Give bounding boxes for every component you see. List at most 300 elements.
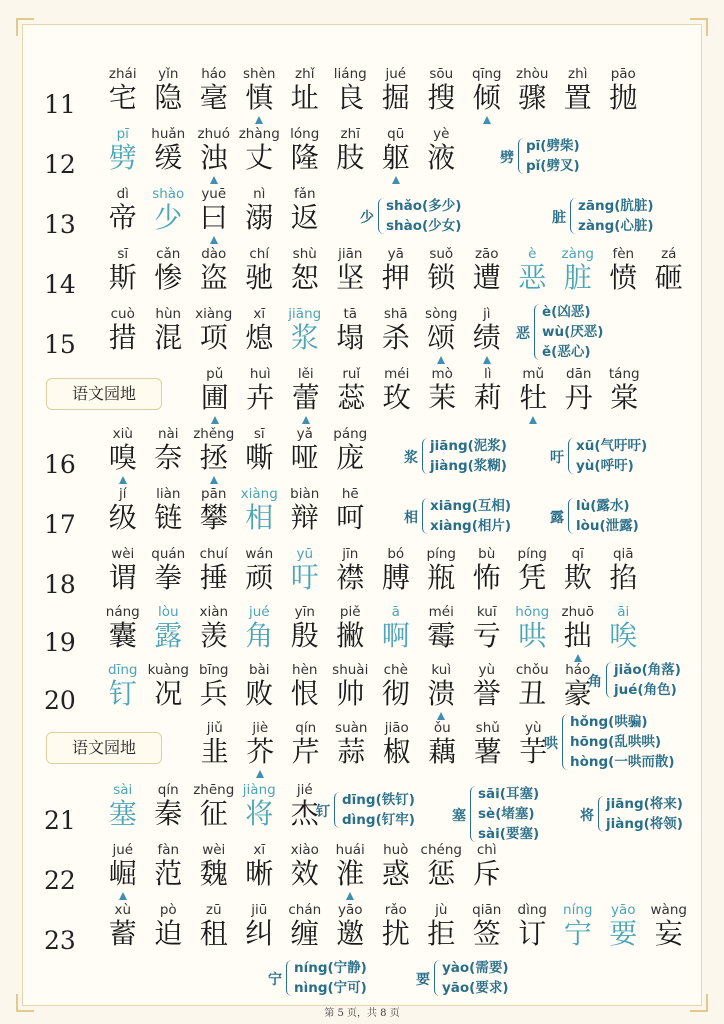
pinyin: yè xyxy=(433,126,450,142)
hanzi: 订 xyxy=(518,917,547,950)
row-number: 20 xyxy=(44,686,76,715)
hanzi: 拒 xyxy=(427,917,456,950)
pinyin: bīng xyxy=(199,662,229,678)
hanzi: 浊 xyxy=(199,141,228,174)
reading-line: yào(需要) xyxy=(442,960,509,976)
pinyin: jiāo xyxy=(384,720,409,736)
brace-icon xyxy=(434,960,440,996)
polyphone-readings xyxy=(430,496,511,536)
hanzi: 谓 xyxy=(108,561,137,594)
triangle-marker-icon xyxy=(483,116,491,124)
character-cell xyxy=(646,246,692,306)
row-number: 23 xyxy=(44,926,76,955)
hanzi: 棠 xyxy=(610,381,639,414)
hanzi: 锁 xyxy=(427,261,456,294)
polyphone-key: 浆 xyxy=(404,450,418,466)
polyphone-readings xyxy=(478,784,539,844)
pinyin: háo xyxy=(201,66,227,82)
row-number: 21 xyxy=(44,806,76,835)
pinyin: jīn xyxy=(342,546,359,562)
pinyin: wèi xyxy=(202,842,226,858)
hanzi: 拙 xyxy=(563,619,592,652)
pinyin: hùn xyxy=(155,306,182,322)
triangle-marker-icon xyxy=(211,416,219,424)
reading-line: yāo(要求) xyxy=(442,980,509,996)
pinyin: zhì xyxy=(568,66,588,82)
reading-line: sè(堵塞) xyxy=(478,806,535,822)
hanzi: 熄 xyxy=(245,321,274,354)
hanzi: 嘶 xyxy=(245,441,274,474)
hanzi: 链 xyxy=(154,501,183,534)
hanzi: 膊 xyxy=(381,561,410,594)
reading-line: jué(角色) xyxy=(614,682,677,698)
hanzi: 搜 xyxy=(427,81,456,114)
reading-line: zāng(肮脏) xyxy=(578,198,654,214)
pinyin: jiǔ xyxy=(206,720,223,736)
pinyin: píng xyxy=(517,546,547,562)
pinyin: zhēng xyxy=(193,782,235,798)
pinyin: dì xyxy=(116,186,129,202)
pinyin: chéng xyxy=(420,842,462,858)
hanzi: 蕊 xyxy=(337,381,366,414)
reading-line: jiāng(泥浆) xyxy=(430,438,507,454)
hanzi: 顽 xyxy=(245,561,274,594)
pinyin: nì xyxy=(253,186,266,202)
hanzi: 凭 xyxy=(518,561,547,594)
pinyin: huǎn xyxy=(151,126,186,142)
pinyin: āi xyxy=(617,604,630,620)
pinyin: zhái xyxy=(108,66,137,82)
vocab-row xyxy=(0,246,724,306)
pinyin: suǒ xyxy=(429,246,454,262)
hanzi: 混 xyxy=(154,321,183,354)
reading-line: zàng(心脏) xyxy=(578,218,654,234)
hanzi: 丹 xyxy=(564,381,593,414)
pinyin: jué xyxy=(112,842,134,858)
triangle-marker-icon xyxy=(210,176,218,184)
vocab-row xyxy=(0,604,724,664)
polyphone-readings xyxy=(576,496,639,536)
triangle-marker-icon xyxy=(302,416,310,424)
hanzi: 慎 xyxy=(245,81,274,114)
polyphone-readings xyxy=(294,958,367,998)
pinyin: bài xyxy=(248,662,270,678)
pinyin: méi xyxy=(384,366,410,382)
hanzi: 溃 xyxy=(427,677,456,710)
hanzi: 浆 xyxy=(290,321,319,354)
pinyin: shù xyxy=(292,246,317,262)
polyphone-key: 宁 xyxy=(268,972,282,988)
hanzi: 签 xyxy=(472,917,501,950)
polyphone-readings xyxy=(606,794,683,834)
polyphone-key: 劈 xyxy=(500,150,514,166)
pinyin: pī xyxy=(116,126,129,142)
hanzi: 怖 xyxy=(472,561,501,594)
vocab-row xyxy=(0,546,724,606)
character-group xyxy=(192,366,647,426)
vocab-row xyxy=(0,842,724,902)
polyphone-key: 塞 xyxy=(452,808,466,824)
brace-icon xyxy=(562,714,568,770)
hanzi: 嗅 xyxy=(108,441,137,474)
character-group xyxy=(100,306,510,366)
hanzi: 迫 xyxy=(154,917,183,950)
reading-line: pī(劈柴) xyxy=(526,138,580,154)
pinyin: dān xyxy=(566,366,592,382)
hanzi: 崛 xyxy=(108,857,137,890)
hanzi: 辩 xyxy=(290,501,319,534)
character-cell xyxy=(464,842,510,902)
pinyin: méi xyxy=(428,604,454,620)
reading-line: xū(气吁吁) xyxy=(576,438,648,454)
hanzi: 措 xyxy=(108,321,137,354)
hanzi: 彻 xyxy=(381,677,410,710)
pinyin: biàn xyxy=(290,486,320,502)
hanzi: 纠 xyxy=(245,917,274,950)
reading-line: jiāng(将来) xyxy=(606,796,683,812)
hanzi: 卉 xyxy=(246,381,275,414)
polyphone-readings xyxy=(442,958,509,998)
character-group xyxy=(100,662,601,722)
vocab-row xyxy=(0,66,724,126)
reading-line: níng(宁静) xyxy=(294,960,367,976)
pinyin: qiān xyxy=(472,902,502,918)
character-group xyxy=(100,902,692,962)
pinyin: chuí xyxy=(199,546,228,562)
hanzi: 缓 xyxy=(154,141,183,174)
hanzi: 啊 xyxy=(381,619,410,652)
pinyin: zhěng xyxy=(193,426,235,442)
triangle-marker-icon xyxy=(574,654,582,662)
hanzi: 芹 xyxy=(291,735,320,768)
hanzi: 败 xyxy=(245,677,274,710)
pinyin: ā xyxy=(391,604,400,620)
triangle-marker-icon xyxy=(437,712,445,720)
hanzi: 誉 xyxy=(472,677,501,710)
pinyin: píng xyxy=(426,546,456,562)
hanzi: 蕾 xyxy=(291,381,320,414)
hanzi: 驰 xyxy=(245,261,274,294)
vocab-row xyxy=(0,306,724,366)
hanzi: 丑 xyxy=(518,677,547,710)
hanzi: 钉 xyxy=(108,677,137,710)
character-cell xyxy=(601,66,647,126)
pinyin: piě xyxy=(339,604,361,620)
hanzi: 玫 xyxy=(382,381,411,414)
polyphone-key: 少 xyxy=(360,210,374,226)
hanzi: 宅 xyxy=(108,81,137,114)
pinyin: jué xyxy=(385,66,407,82)
character-cell xyxy=(646,902,692,962)
pinyin: xī xyxy=(253,842,266,858)
hanzi: 丈 xyxy=(245,141,274,174)
pinyin: yǐn xyxy=(158,66,179,82)
hanzi: 拳 xyxy=(154,561,183,594)
pinyin: zhàng xyxy=(238,126,280,142)
row-number: 17 xyxy=(44,510,76,539)
pinyin: shā xyxy=(383,306,408,322)
pinyin: xiàn xyxy=(199,604,229,620)
polyphone-key: 露 xyxy=(550,510,564,526)
reading-line: sāi(耳塞) xyxy=(478,786,540,802)
pinyin: wèi xyxy=(111,546,135,562)
pinyin: dīng xyxy=(108,662,138,678)
row-number: 22 xyxy=(44,866,76,895)
hanzi: 租 xyxy=(199,917,228,950)
hanzi: 少 xyxy=(154,201,183,234)
polyphone-key: 角 xyxy=(588,674,602,690)
pinyin: yīn xyxy=(294,604,315,620)
polyphone-key: 要 xyxy=(416,972,430,988)
hanzi: 液 xyxy=(427,141,456,174)
hanzi: 豪 xyxy=(563,677,592,710)
pinyin: níng xyxy=(563,902,593,918)
pinyin: wán xyxy=(245,546,274,562)
reading-line: shǎo(多少) xyxy=(386,198,462,214)
pinyin: nài xyxy=(157,426,179,442)
pinyin: jí xyxy=(118,486,127,502)
pinyin: qī xyxy=(571,546,584,562)
hanzi: 押 xyxy=(381,261,410,294)
pinyin: yuē xyxy=(201,186,227,202)
pinyin: lòu xyxy=(157,604,179,620)
hanzi: 牡 xyxy=(519,381,548,414)
character-group xyxy=(100,126,464,186)
pinyin: huái xyxy=(335,842,365,858)
vocab-row xyxy=(0,126,724,186)
row-number: 12 xyxy=(44,150,76,179)
pinyin: wàng xyxy=(650,902,687,918)
brace-icon xyxy=(568,438,574,474)
polyphone-key: 相 xyxy=(404,510,418,526)
hanzi: 项 xyxy=(199,321,228,354)
character-cell xyxy=(601,604,647,664)
pinyin: shào xyxy=(152,186,185,202)
pinyin: qīng xyxy=(472,66,502,82)
character-group xyxy=(192,720,556,780)
pinyin: sōu xyxy=(429,66,454,82)
reading-line: hǒng(哄骗) xyxy=(570,714,648,730)
hanzi: 躯 xyxy=(381,141,410,174)
hanzi: 呵 xyxy=(336,501,365,534)
brace-icon xyxy=(568,498,574,534)
pinyin: hē xyxy=(341,486,359,502)
pinyin: pān xyxy=(201,486,227,502)
hanzi: 帅 xyxy=(336,677,365,710)
pinyin: yǎ xyxy=(296,426,313,442)
pinyin: zhuó xyxy=(197,126,230,142)
pinyin: yāo xyxy=(337,902,363,918)
pinyin: jué xyxy=(248,604,270,620)
pinyin: jiū xyxy=(251,902,268,918)
pinyin: xī xyxy=(253,306,266,322)
hanzi: 庞 xyxy=(336,441,365,474)
pinyin: tā xyxy=(343,306,358,322)
pinyin: pāo xyxy=(610,66,636,82)
polyphone-readings xyxy=(386,196,461,236)
hanzi: 斯 xyxy=(108,261,137,294)
pinyin: chí xyxy=(249,246,270,262)
reading-line: dìng(钉牢) xyxy=(342,812,415,828)
brace-icon xyxy=(534,304,540,360)
section-label: 语文园地 xyxy=(46,378,162,410)
hanzi: 砸 xyxy=(654,261,683,294)
brace-icon xyxy=(378,198,384,234)
hanzi: 殷 xyxy=(290,619,319,652)
hanzi: 芥 xyxy=(246,735,275,768)
pinyin: pǔ xyxy=(206,366,224,382)
hanzi: 羡 xyxy=(199,619,228,652)
polyphone-readings xyxy=(526,136,580,176)
pinyin: kuàng xyxy=(147,662,189,678)
pinyin: fǎn xyxy=(293,186,316,202)
hanzi: 掐 xyxy=(609,561,638,594)
row-number: 11 xyxy=(44,90,76,119)
hanzi: 溺 xyxy=(245,201,274,234)
hanzi: 薯 xyxy=(473,735,502,768)
hanzi: 塌 xyxy=(336,321,365,354)
pinyin: chì xyxy=(476,842,497,858)
hanzi: 遭 xyxy=(472,261,501,294)
pinyin: sài xyxy=(113,782,133,798)
hanzi: 恨 xyxy=(290,677,319,710)
hanzi: 兵 xyxy=(199,677,228,710)
reading-line: nìng(宁可) xyxy=(294,980,367,996)
pinyin: qín xyxy=(157,782,179,798)
pinyin: sòng xyxy=(425,306,458,322)
pinyin: bó xyxy=(387,546,405,562)
reading-line: lòu(泄露) xyxy=(576,518,639,534)
pinyin: dào xyxy=(201,246,227,262)
hanzi: 哄 xyxy=(518,619,547,652)
pinyin: zāo xyxy=(474,246,499,262)
character-group xyxy=(100,486,373,546)
hanzi: 帝 xyxy=(108,201,137,234)
polyphone-readings xyxy=(542,302,603,362)
hanzi: 秦 xyxy=(154,797,183,830)
character-group xyxy=(100,546,646,606)
pinyin: lì xyxy=(483,366,492,382)
reading-line: dīng(铁钉) xyxy=(342,792,415,808)
pinyin: zhī xyxy=(340,126,360,142)
reading-line: wù(厌恶) xyxy=(542,324,604,340)
polyphone-key: 哄 xyxy=(544,736,558,752)
hanzi: 恕 xyxy=(290,261,319,294)
row-number: 15 xyxy=(44,330,76,359)
hanzi: 哑 xyxy=(290,441,319,474)
hanzi: 囊 xyxy=(108,619,137,652)
character-group xyxy=(100,246,692,306)
triangle-marker-icon xyxy=(210,476,218,484)
brace-icon xyxy=(334,792,340,828)
reading-line: xiāng(互相) xyxy=(430,498,512,514)
pinyin: táng xyxy=(608,366,640,382)
triangle-marker-icon xyxy=(483,356,491,364)
hanzi: 露 xyxy=(154,619,183,652)
hanzi: 宁 xyxy=(563,917,592,950)
vocab-row xyxy=(0,366,724,426)
pinyin: huò xyxy=(383,842,409,858)
hanzi: 邀 xyxy=(336,917,365,950)
hanzi: 颂 xyxy=(427,321,456,354)
character-group xyxy=(100,842,510,902)
triangle-marker-icon xyxy=(119,476,127,484)
triangle-marker-icon xyxy=(255,116,263,124)
character-group xyxy=(100,782,328,842)
pinyin: fàn xyxy=(157,842,180,858)
hanzi: 愤 xyxy=(609,261,638,294)
pinyin: zū xyxy=(205,902,222,918)
polyphone-readings xyxy=(430,436,507,476)
triangle-marker-icon xyxy=(346,892,354,900)
pinyin: yā xyxy=(387,246,404,262)
reading-line: yù(呼吁) xyxy=(576,458,634,474)
pinyin: jì xyxy=(482,306,491,322)
brace-icon xyxy=(518,138,524,174)
hanzi: 址 xyxy=(290,81,319,114)
hanzi: 椒 xyxy=(382,735,411,768)
pinyin: chǒu xyxy=(515,662,549,678)
pinyin: ǒu xyxy=(433,720,451,736)
hanzi: 征 xyxy=(199,797,228,830)
pinyin: yù xyxy=(478,662,496,678)
hanzi: 返 xyxy=(290,201,319,234)
pinyin: è xyxy=(528,246,537,262)
reading-line: è(凶恶) xyxy=(542,304,591,320)
hanzi: 惑 xyxy=(381,857,410,890)
pinyin: yāo xyxy=(610,902,636,918)
pinyin: qín xyxy=(295,720,317,736)
hanzi: 莉 xyxy=(473,381,502,414)
character-group xyxy=(100,604,646,664)
hanzi: 茉 xyxy=(428,381,457,414)
corner-ornament xyxy=(690,18,708,36)
brace-icon xyxy=(470,786,476,842)
brace-icon xyxy=(422,438,428,474)
triangle-marker-icon xyxy=(529,416,537,424)
hanzi: 肢 xyxy=(336,141,365,174)
hanzi: 蒜 xyxy=(337,735,366,768)
hanzi: 魏 xyxy=(199,857,228,890)
pinyin: zàng xyxy=(561,246,594,262)
hanzi: 隆 xyxy=(290,141,319,174)
pinyin: xiàng xyxy=(240,486,278,502)
hanzi: 效 xyxy=(290,857,319,890)
pinyin: zhuō xyxy=(561,604,594,620)
polyphone-readings xyxy=(614,660,681,700)
reading-line: shào(少女) xyxy=(386,218,462,234)
hanzi: 隐 xyxy=(154,81,183,114)
pinyin: sī xyxy=(253,426,265,442)
reading-line: hòng(一哄而散) xyxy=(570,754,675,770)
hanzi: 晰 xyxy=(245,857,274,890)
row-number: 16 xyxy=(44,450,76,479)
pinyin: zhǐ xyxy=(295,66,315,82)
hanzi: 恶 xyxy=(518,261,547,294)
hanzi: 惩 xyxy=(427,857,456,890)
triangle-marker-icon xyxy=(256,770,264,778)
triangle-marker-icon xyxy=(437,356,445,364)
hanzi: 坚 xyxy=(336,261,365,294)
pinyin: fèn xyxy=(612,246,635,262)
pinyin: háo xyxy=(565,662,591,678)
triangle-marker-icon xyxy=(392,176,400,184)
hanzi: 杀 xyxy=(381,321,410,354)
character-cell xyxy=(601,546,647,606)
pinyin: lěi xyxy=(297,366,314,382)
pinyin: xiào xyxy=(290,842,319,858)
character-cell xyxy=(282,186,328,246)
